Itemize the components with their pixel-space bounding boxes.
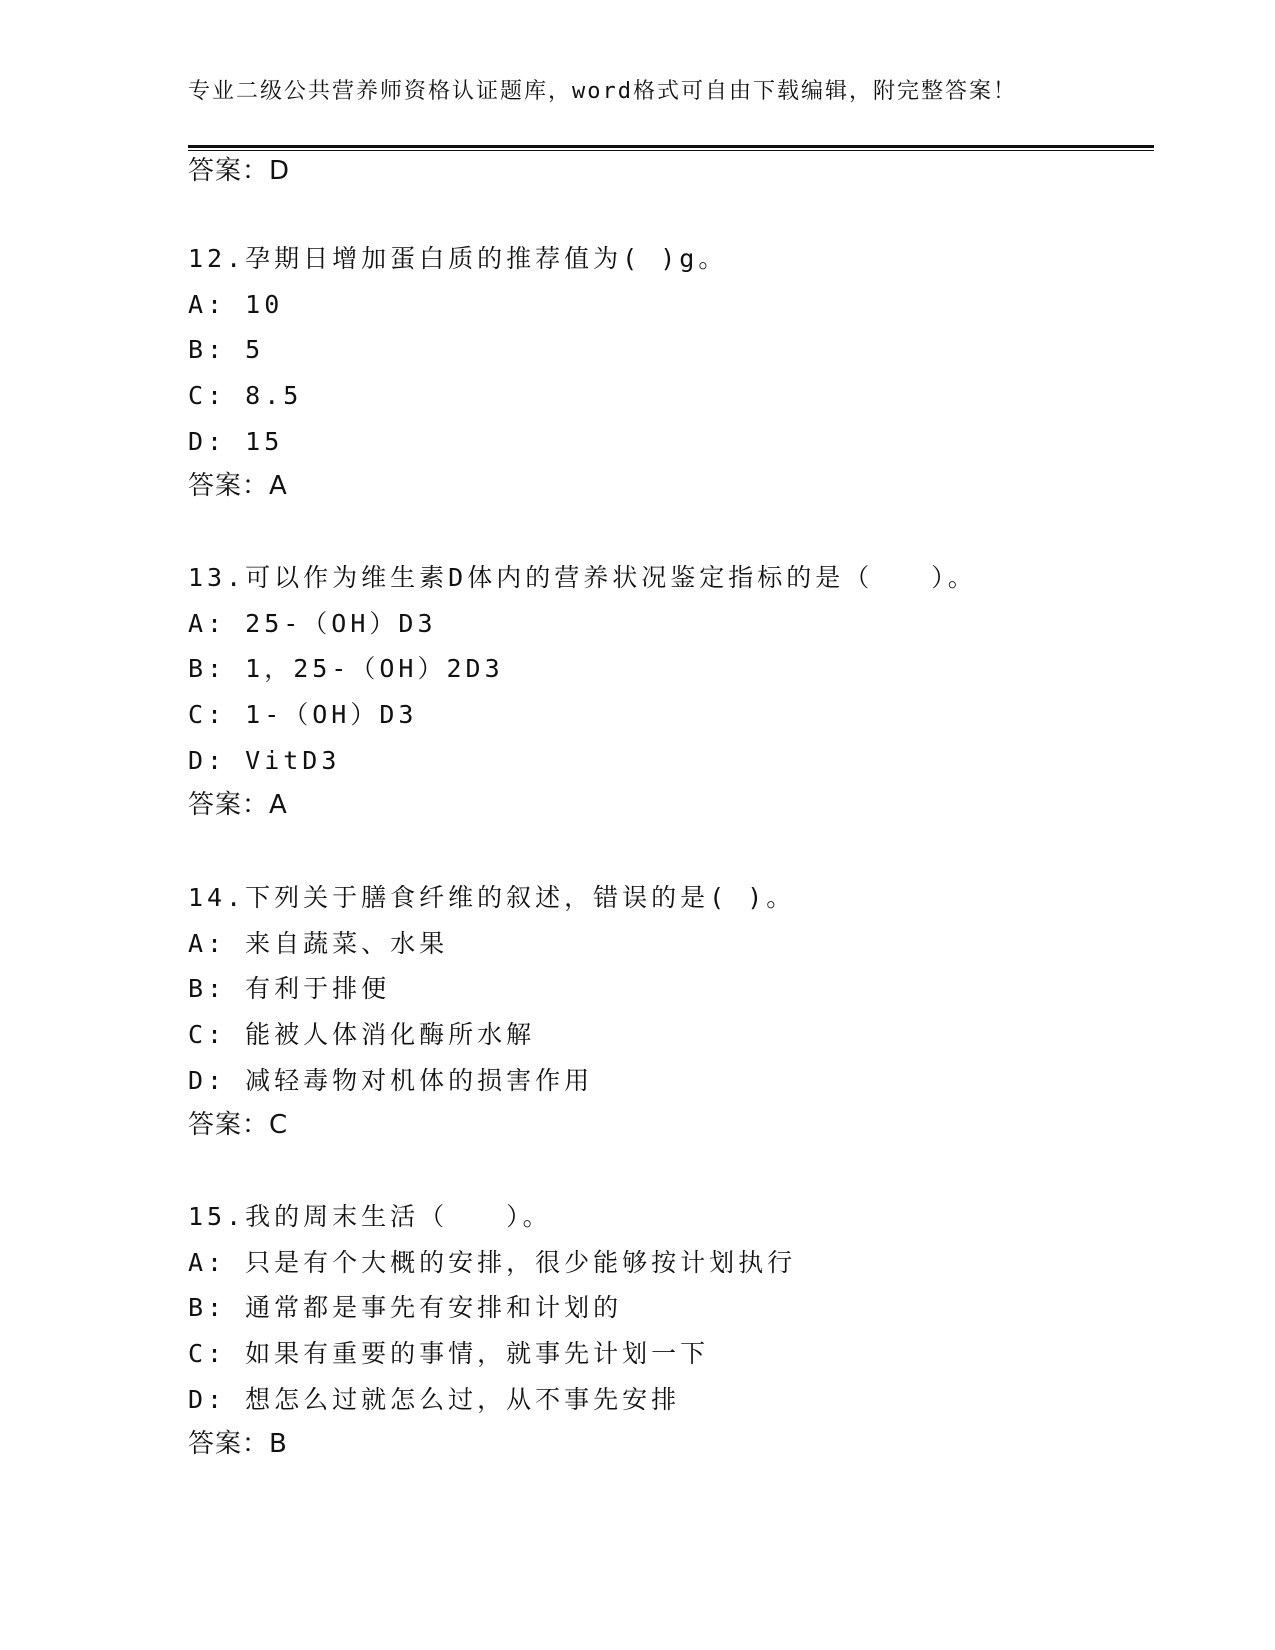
option-a: A: 来自蔬菜、水果	[188, 928, 449, 958]
question-block-13	[188, 555, 1148, 829]
option-b: B: 有利于排便	[188, 974, 391, 1004]
option-b: B: 1，25-（OH）2D3	[188, 654, 504, 684]
question-stem: 14.下列关于膳食纤维的叙述，错误的是( )。	[188, 883, 796, 912]
question-stem: 13.可以作为维生素D体内的营养状况鉴定指标的是（ ）。	[188, 563, 977, 592]
option-c: C: 1-（OH）D3	[188, 700, 418, 730]
option-d: D: 减轻毒物对机体的损害作用	[188, 1065, 594, 1095]
option-c: C: 8.5	[188, 381, 303, 411]
option-c: C: 能被人体消化酶所水解	[188, 1020, 536, 1050]
previous-answer-block	[188, 149, 1148, 195]
question-block-12	[188, 236, 1148, 510]
answer-line: 答案：D	[188, 156, 291, 186]
option-b: B: 通常都是事先有安排和计划的	[188, 1293, 623, 1323]
answer-line: 答案：B	[188, 1429, 288, 1460]
option-a: A: 25-（OH）D3	[188, 608, 437, 638]
answer-line: 答案：C	[188, 1110, 289, 1141]
question-stem: 12.孕期日增加蛋白质的推荐值为( )g。	[188, 244, 728, 273]
header-rule	[188, 145, 1154, 148]
option-c: C: 如果有重要的事情，就事先计划一下	[188, 1339, 710, 1369]
question-block-15	[188, 1194, 1148, 1468]
question-block-14	[188, 875, 1148, 1149]
option-d: D: 15	[188, 426, 284, 456]
option-b: B: 5	[188, 335, 265, 365]
option-a: A: 只是有个大概的安排，很少能够按计划执行	[188, 1247, 797, 1277]
option-a: A: 10	[188, 289, 284, 319]
answer-line: 答案：A	[188, 471, 288, 502]
answer-line: 答案：A	[188, 790, 288, 821]
option-d: D: 想怎么过就怎么过，从不事先安排	[188, 1384, 681, 1414]
page-header: 专业二级公共营养师资格认证题库，word格式可自由下载编辑，附完整答案！	[188, 79, 1017, 104]
option-d: D: VitD3	[188, 745, 341, 775]
question-stem: 15.我的周末生活（ ）。	[188, 1202, 552, 1231]
